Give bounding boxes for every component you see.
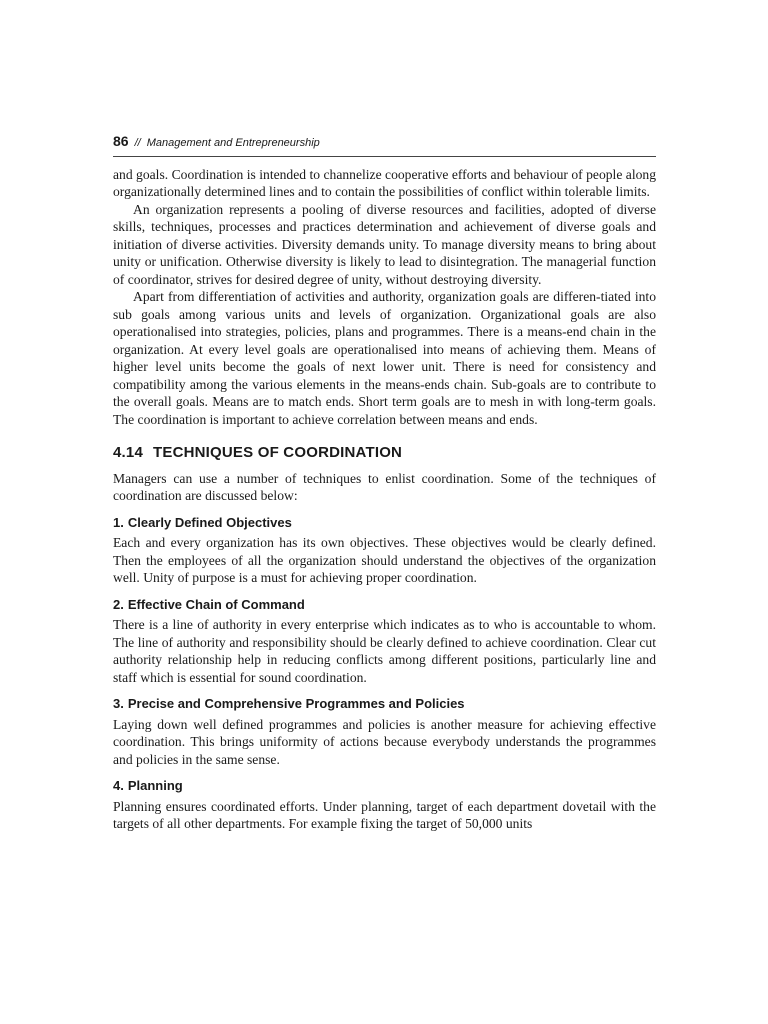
subsection-text: Planning ensures coordinated efforts. Under planning, target of each department dovetail with the targets of all other departments. For example fixing the target of 50,000 units [113, 798, 656, 831]
subsection-number: 2. [113, 596, 124, 612]
subsection-title: Planning [127, 778, 183, 793]
header-separator: // [134, 137, 141, 149]
subsection-text: Laying down well defined programmes and policies is another measure for achieving effective coordination. This brings uniformity of actions because everybody understands the programmes and policies in the same sense. [113, 716, 656, 767]
subsection-heading [113, 596, 656, 614]
subsection-text: There is a line of authority in every enterprise which indicates as to who is accountable to whom. The line of authority and responsibility should be clearly defined to achieve coordination. Clear cut authority relationship help in reducing conflicts among different positions, particularly line and staff which is essential for sound coordination. [113, 617, 656, 685]
subsection-number: 1. [113, 514, 124, 530]
intro-paragraph: An organization represents a pooling of diverse resources and facilities, adopted of diverse skills, techniques, processes and practices determination and achievement of diverse goals and initiation of diverse activities. Diversity demands unity. To manage diversity means to bring about unity or unification. Otherwise diversity is likely to lead to disintegration. The managerial function of coordinator, strives for desired degree of unity, without destroying diversity. [113, 201, 656, 287]
subsection-title: Precise and Comprehensive Programmes and Policies [127, 696, 465, 711]
subsection-number: 4. [113, 778, 124, 793]
intro-paragraph: Apart from differentiation of activities and authority, organization goals are differen-tiated into sub goals among various units and levels of organization. Organizational goals are also operationalised into strategies, policies, plans and programmes. There is a means-end chain in the organization. At every level goals are operationalised into means of achieving them. Means of higher level units become the goals of next lower unit. There is need for consistency and compatibility among the various elements in the means-ends chain. Sub-goals are to contribute to the overall goals. Means are to match ends. Short term goals are to mesh in with long-term goals. The coordination is important to achieve correlation between means and ends. [113, 289, 656, 427]
running-header [113, 133, 656, 157]
subsection-text: Each and every organization has its own objectives. These objectives would be clearly defined. Then the employees of all the organization should understand the objectives of the organization well. Unity of purpose is a must for achieving proper coordination. [113, 535, 656, 585]
book-page [113, 133, 656, 833]
section-intro: Managers can use a number of techniques to enlist coordination. Some of the techniques of coordination are discussed below: [113, 470, 656, 503]
subsection-number: 3. [113, 696, 124, 711]
subsection-title: Effective Chain of Command [127, 596, 305, 612]
page-number: 86 [113, 133, 129, 149]
subsection-heading [113, 777, 656, 795]
section-number: 4.14 [113, 444, 143, 461]
subsection-title: Clearly Defined Objectives [127, 514, 292, 530]
section-title: TECHNIQUES OF COORDINATION [153, 444, 403, 461]
subsection-heading [113, 695, 656, 713]
intro-paragraph: and goals. Coordination is intended to channelize cooperative efforts and behaviour of people along organizationally determined lines and to contain the possibilities of conflict within tolerable limits. [113, 166, 656, 199]
book-title: Management and Entrepreneurship [146, 137, 320, 149]
section-heading [113, 444, 656, 462]
subsection-heading [113, 514, 656, 532]
